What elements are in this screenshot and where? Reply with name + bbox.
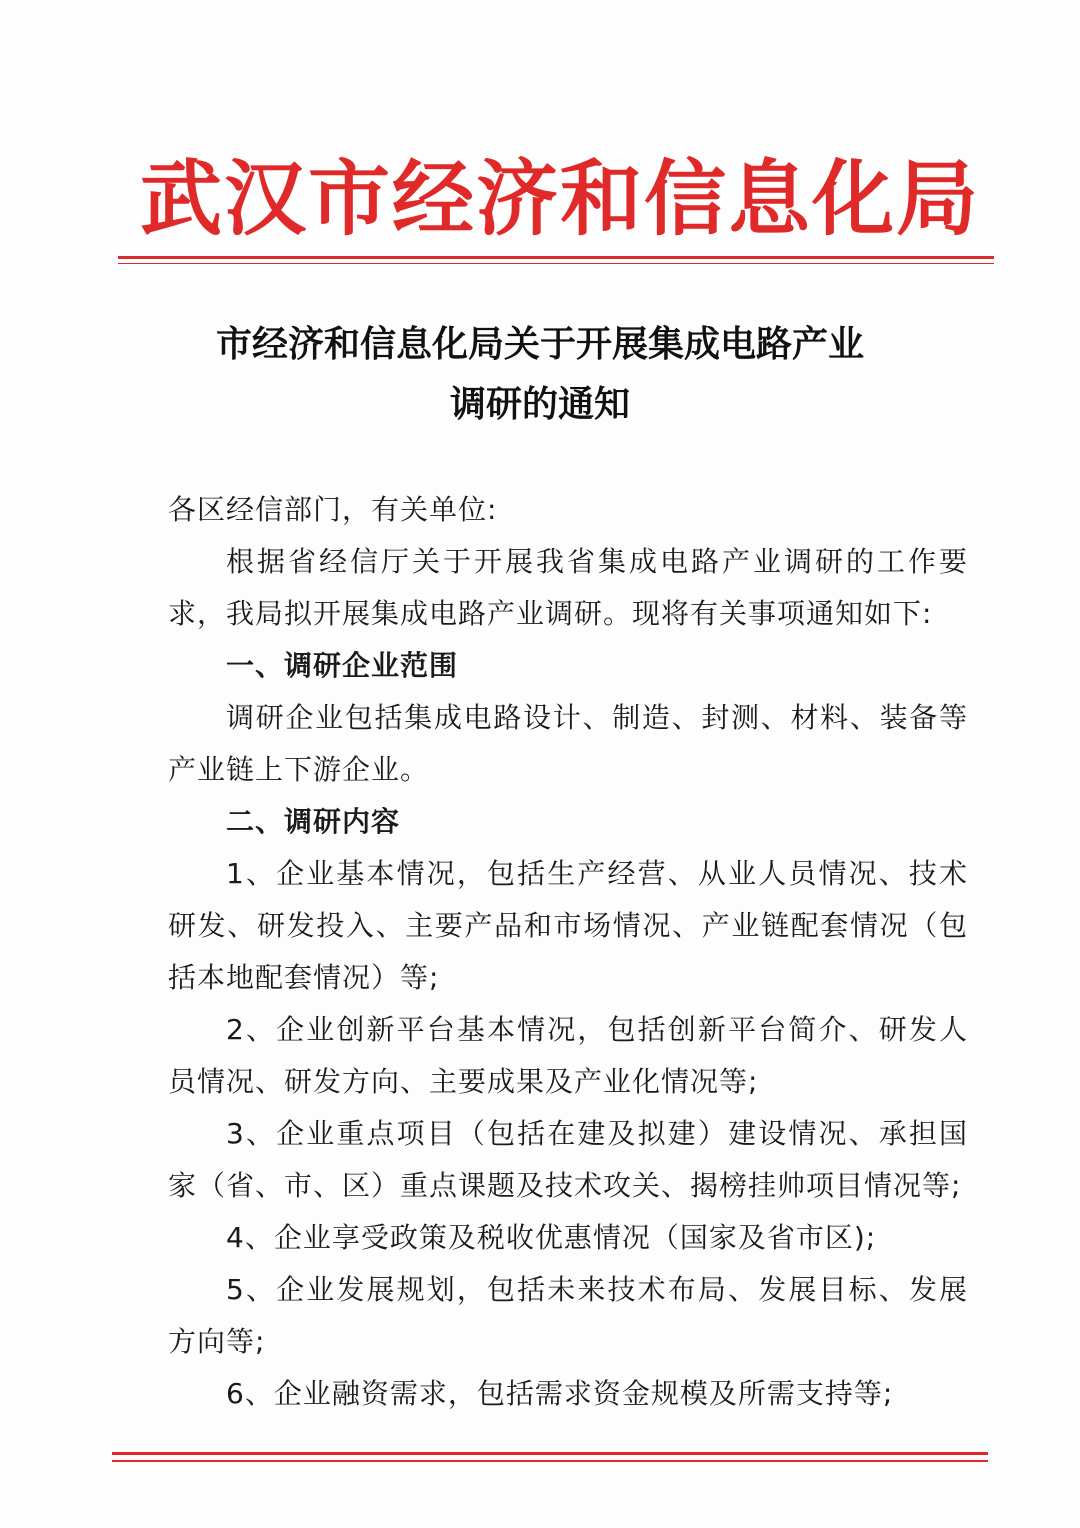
salutation: 各区经信部门，有关单位: — [168, 493, 498, 526]
list-item: 4、企业享受政策及税收优惠情况（国家及省市区); — [226, 1221, 877, 1254]
intro-paragraph: 根据省经信厅关于开展我省集成电路产业调研的工作要求，我局拟开展集成电路产业调研。现将有关事项通知如下: — [168, 545, 968, 630]
org-header-title: 武汉市经济和信息化局 — [139, 152, 980, 247]
section-2-heading: 二、调研内容 — [226, 805, 401, 838]
list-item: 2、企业创新平台基本情况，包括创新平台简介、研发人员情况、研发方向、主要成果及产业化情况等; — [168, 1013, 968, 1098]
list-item: 5、企业发展规划，包括未来技术布局、发展目标、发展方向等; — [168, 1273, 968, 1358]
list-item: 3、企业重点项目（包括在建及拟建）建设情况、承担国家（省、市、区）重点课题及技术攻关、揭榜挂帅项目情况等; — [168, 1117, 968, 1202]
list-item: 1、企业基本情况，包括生产经营、从业人员情况、技术研发、研发投入、主要产品和市场情况、产业链配套情况（包括本地配套情况）等; — [168, 857, 968, 994]
header-rule-thin — [118, 263, 994, 264]
document-title-line-1: 市经济和信息化局关于开展集成电路产业 — [215, 323, 864, 365]
document-title-line-2: 调研的通知 — [449, 383, 630, 425]
footer-rule-thick — [112, 1452, 988, 1455]
document-body — [168, 484, 968, 1420]
section-1-paragraph: 调研企业包括集成电路设计、制造、封测、材料、装备等产业链上下游企业。 — [168, 701, 968, 786]
footer-rule-thin — [112, 1460, 988, 1462]
header-rule-thick — [118, 256, 994, 259]
section-1-heading: 一、调研企业范围 — [226, 649, 459, 682]
list-item: 6、企业融资需求，包括需求资金规模及所需支持等; — [226, 1377, 894, 1410]
